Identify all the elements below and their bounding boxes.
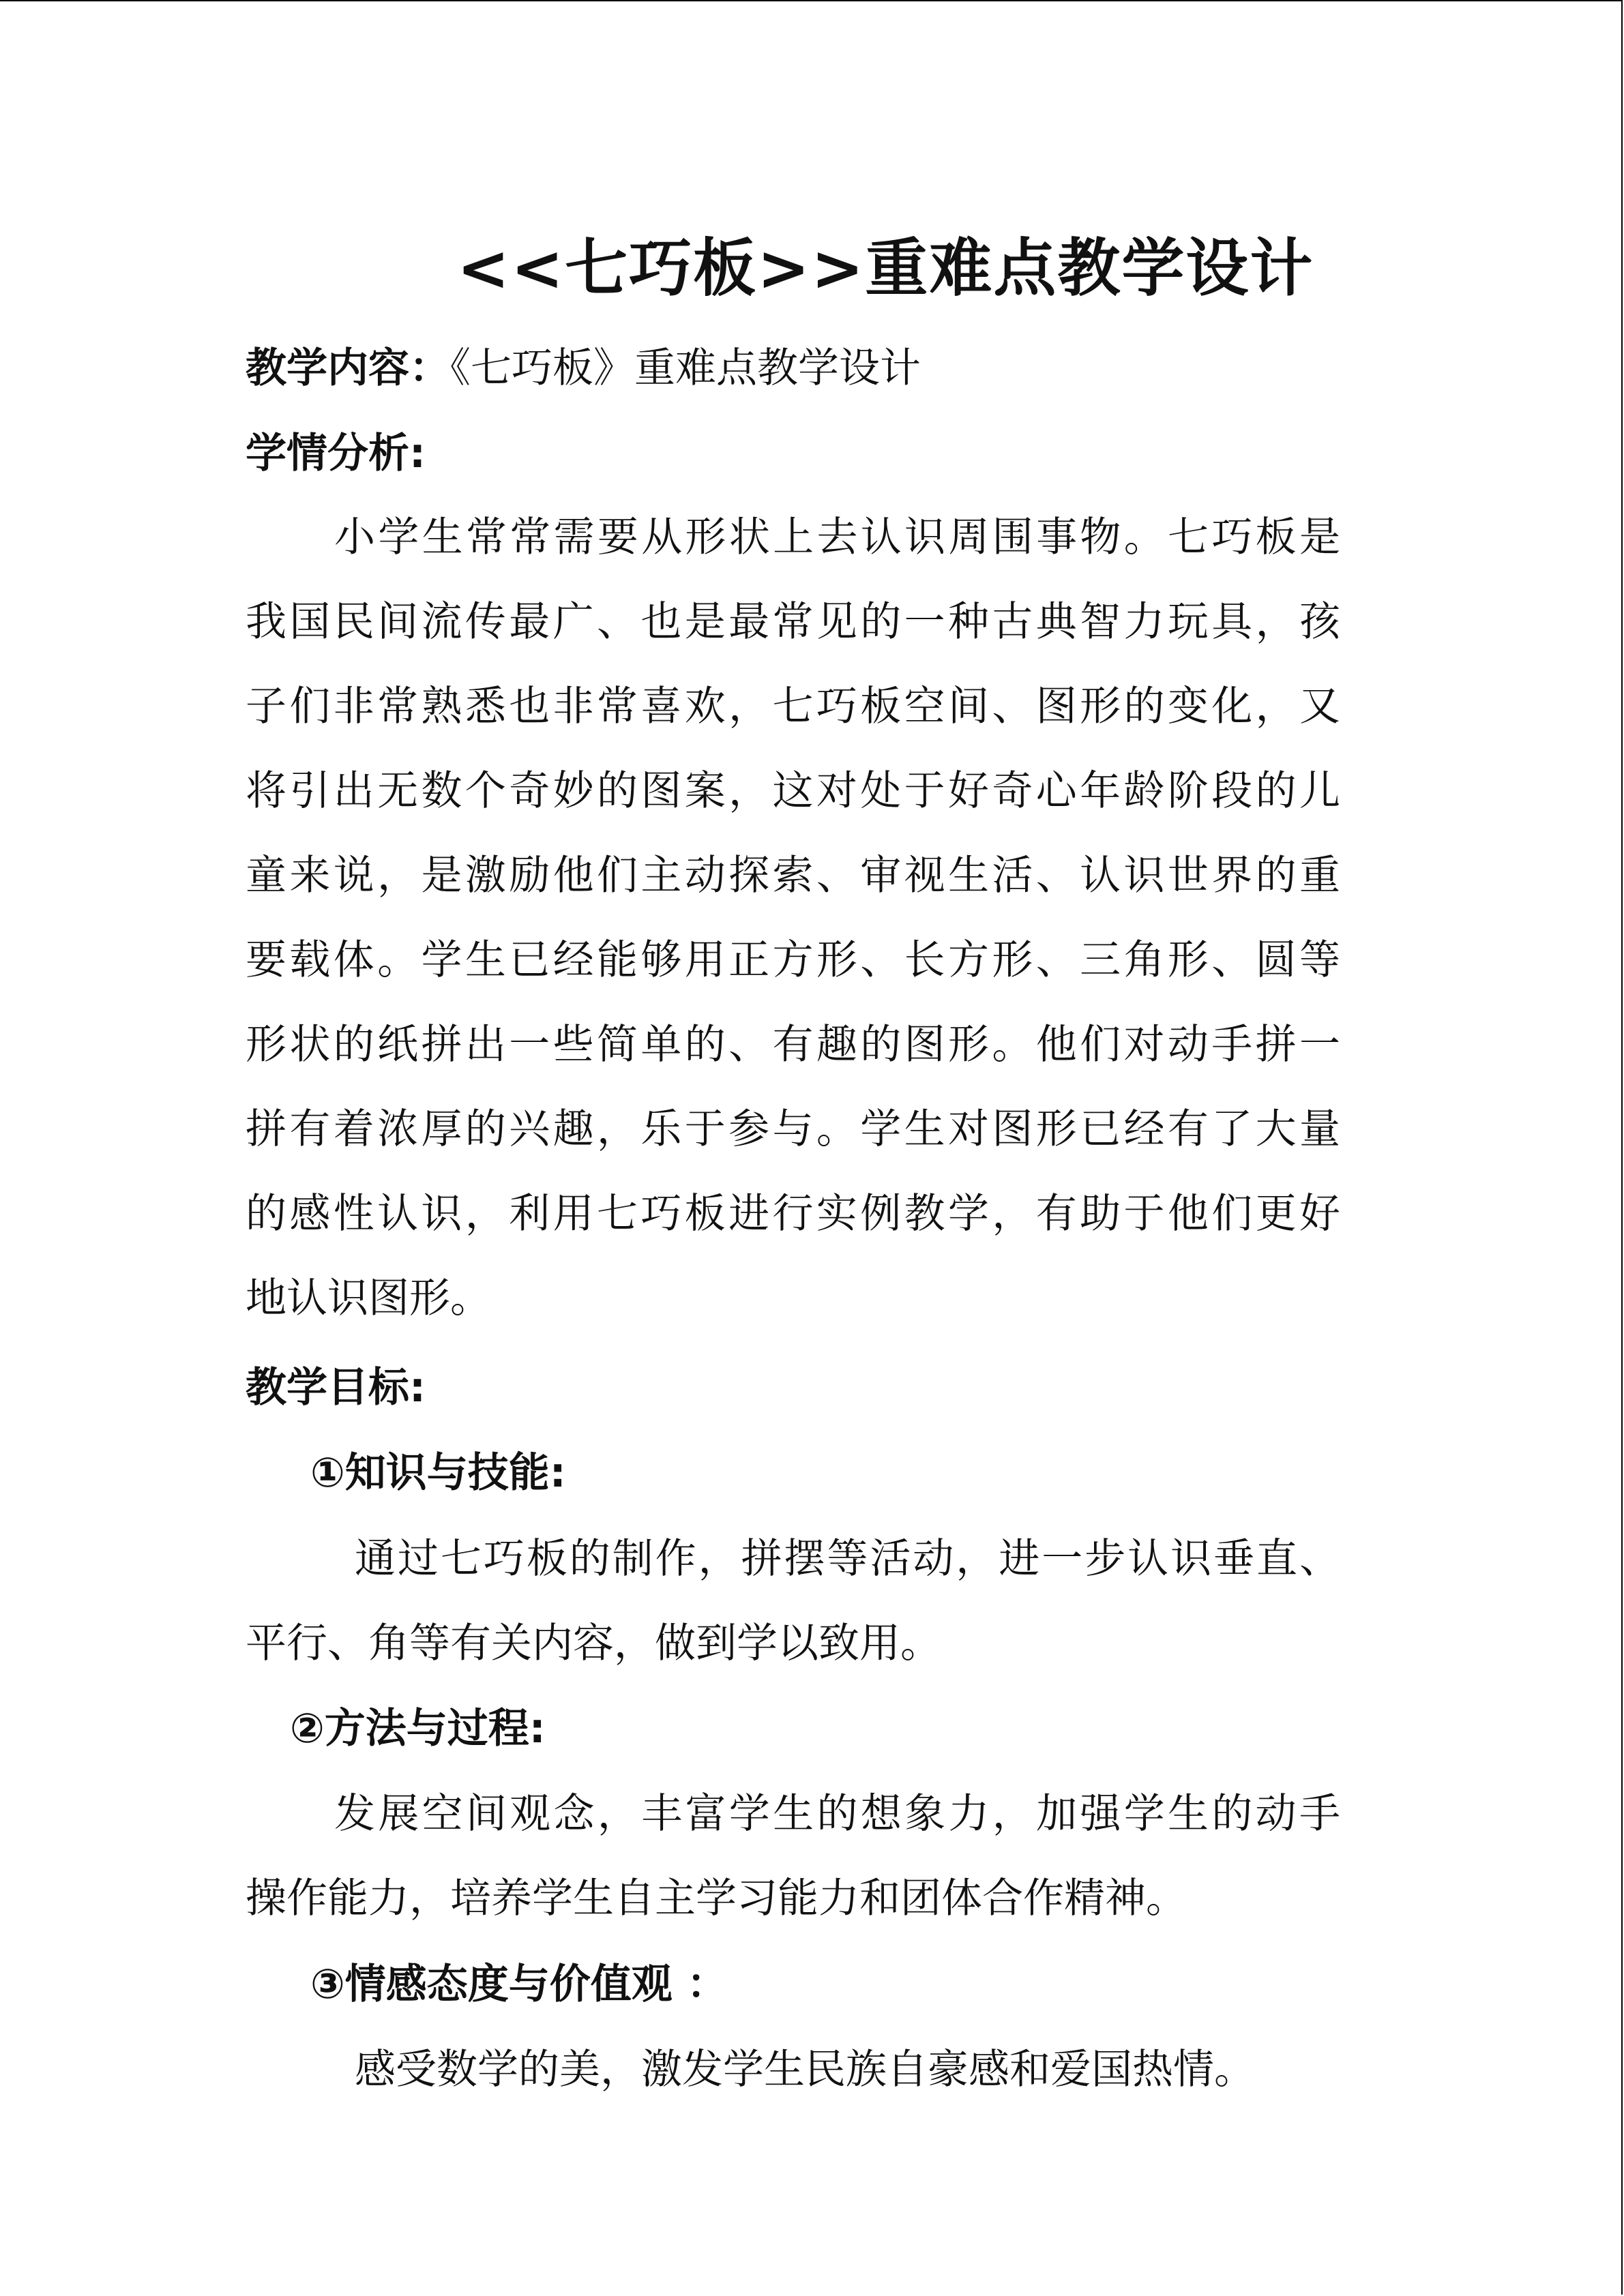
content-row [246, 344, 921, 392]
analysis-line: 子们非常熟悉也非常喜欢，七巧板空间、图形的变化，又 [246, 683, 1340, 730]
document-title: <<七巧板>>重难点教学设计 [457, 232, 1314, 305]
content-value: 《七巧板》重难点教学设计 [450, 344, 921, 392]
goal3-heading: ③情感态度与价值观 ： [310, 1960, 728, 2008]
goal1-heading: ①知识与技能: [310, 1449, 566, 1497]
goal1-line: 平行、角等有关内容，做到学以致用。 [246, 1620, 941, 1667]
goal2-heading: ②方法与过程: [290, 1705, 546, 1753]
analysis-line: 形状的纸拼出一些简单的、有趣的图形。他们对动手拼一 [246, 1021, 1340, 1069]
analysis-line: 拼有着浓厚的兴趣，乐于参与。学生对图形已经有了大量 [246, 1105, 1340, 1153]
goals-heading: 教学目标: [246, 1364, 426, 1412]
analysis-line: 我国民间流传最广、也是最常见的一种古典智力玩具，孩 [246, 598, 1340, 646]
analysis-line: 童来说，是激励他们主动探索、审视生活、认识世界的重 [246, 852, 1340, 899]
analysis-line: 地认识图形。 [246, 1274, 491, 1322]
goal2-line: 发展空间观念，丰富学生的想象力，加强学生的动手 [334, 1790, 1340, 1838]
analysis-line: 的感性认识，利用七巧板进行实例教学，有助于他们更好 [246, 1190, 1340, 1238]
goal2-line: 操作能力，培养学生自主学习能力和团体合作精神。 [246, 1875, 1187, 1922]
content-label: 教学内容： [246, 344, 450, 392]
goal3-line: 感受数学的美，激发学生民族自豪感和爱国热情。 [355, 2046, 1255, 2093]
analysis-line: 要载体。学生已经能够用正方形、长方形、三角形、圆等 [246, 936, 1340, 984]
analysis-heading: 学情分析: [246, 430, 426, 477]
analysis-line: 将引出无数个奇妙的图案，这对处于好奇心年龄阶段的儿 [246, 767, 1340, 815]
analysis-line: 小学生常常需要从形状上去认识周围事物。七巧板是 [334, 513, 1340, 561]
goal1-line: 通过七巧板的制作，拼摆等活动，进一步认识垂直、 [355, 1535, 1340, 1583]
